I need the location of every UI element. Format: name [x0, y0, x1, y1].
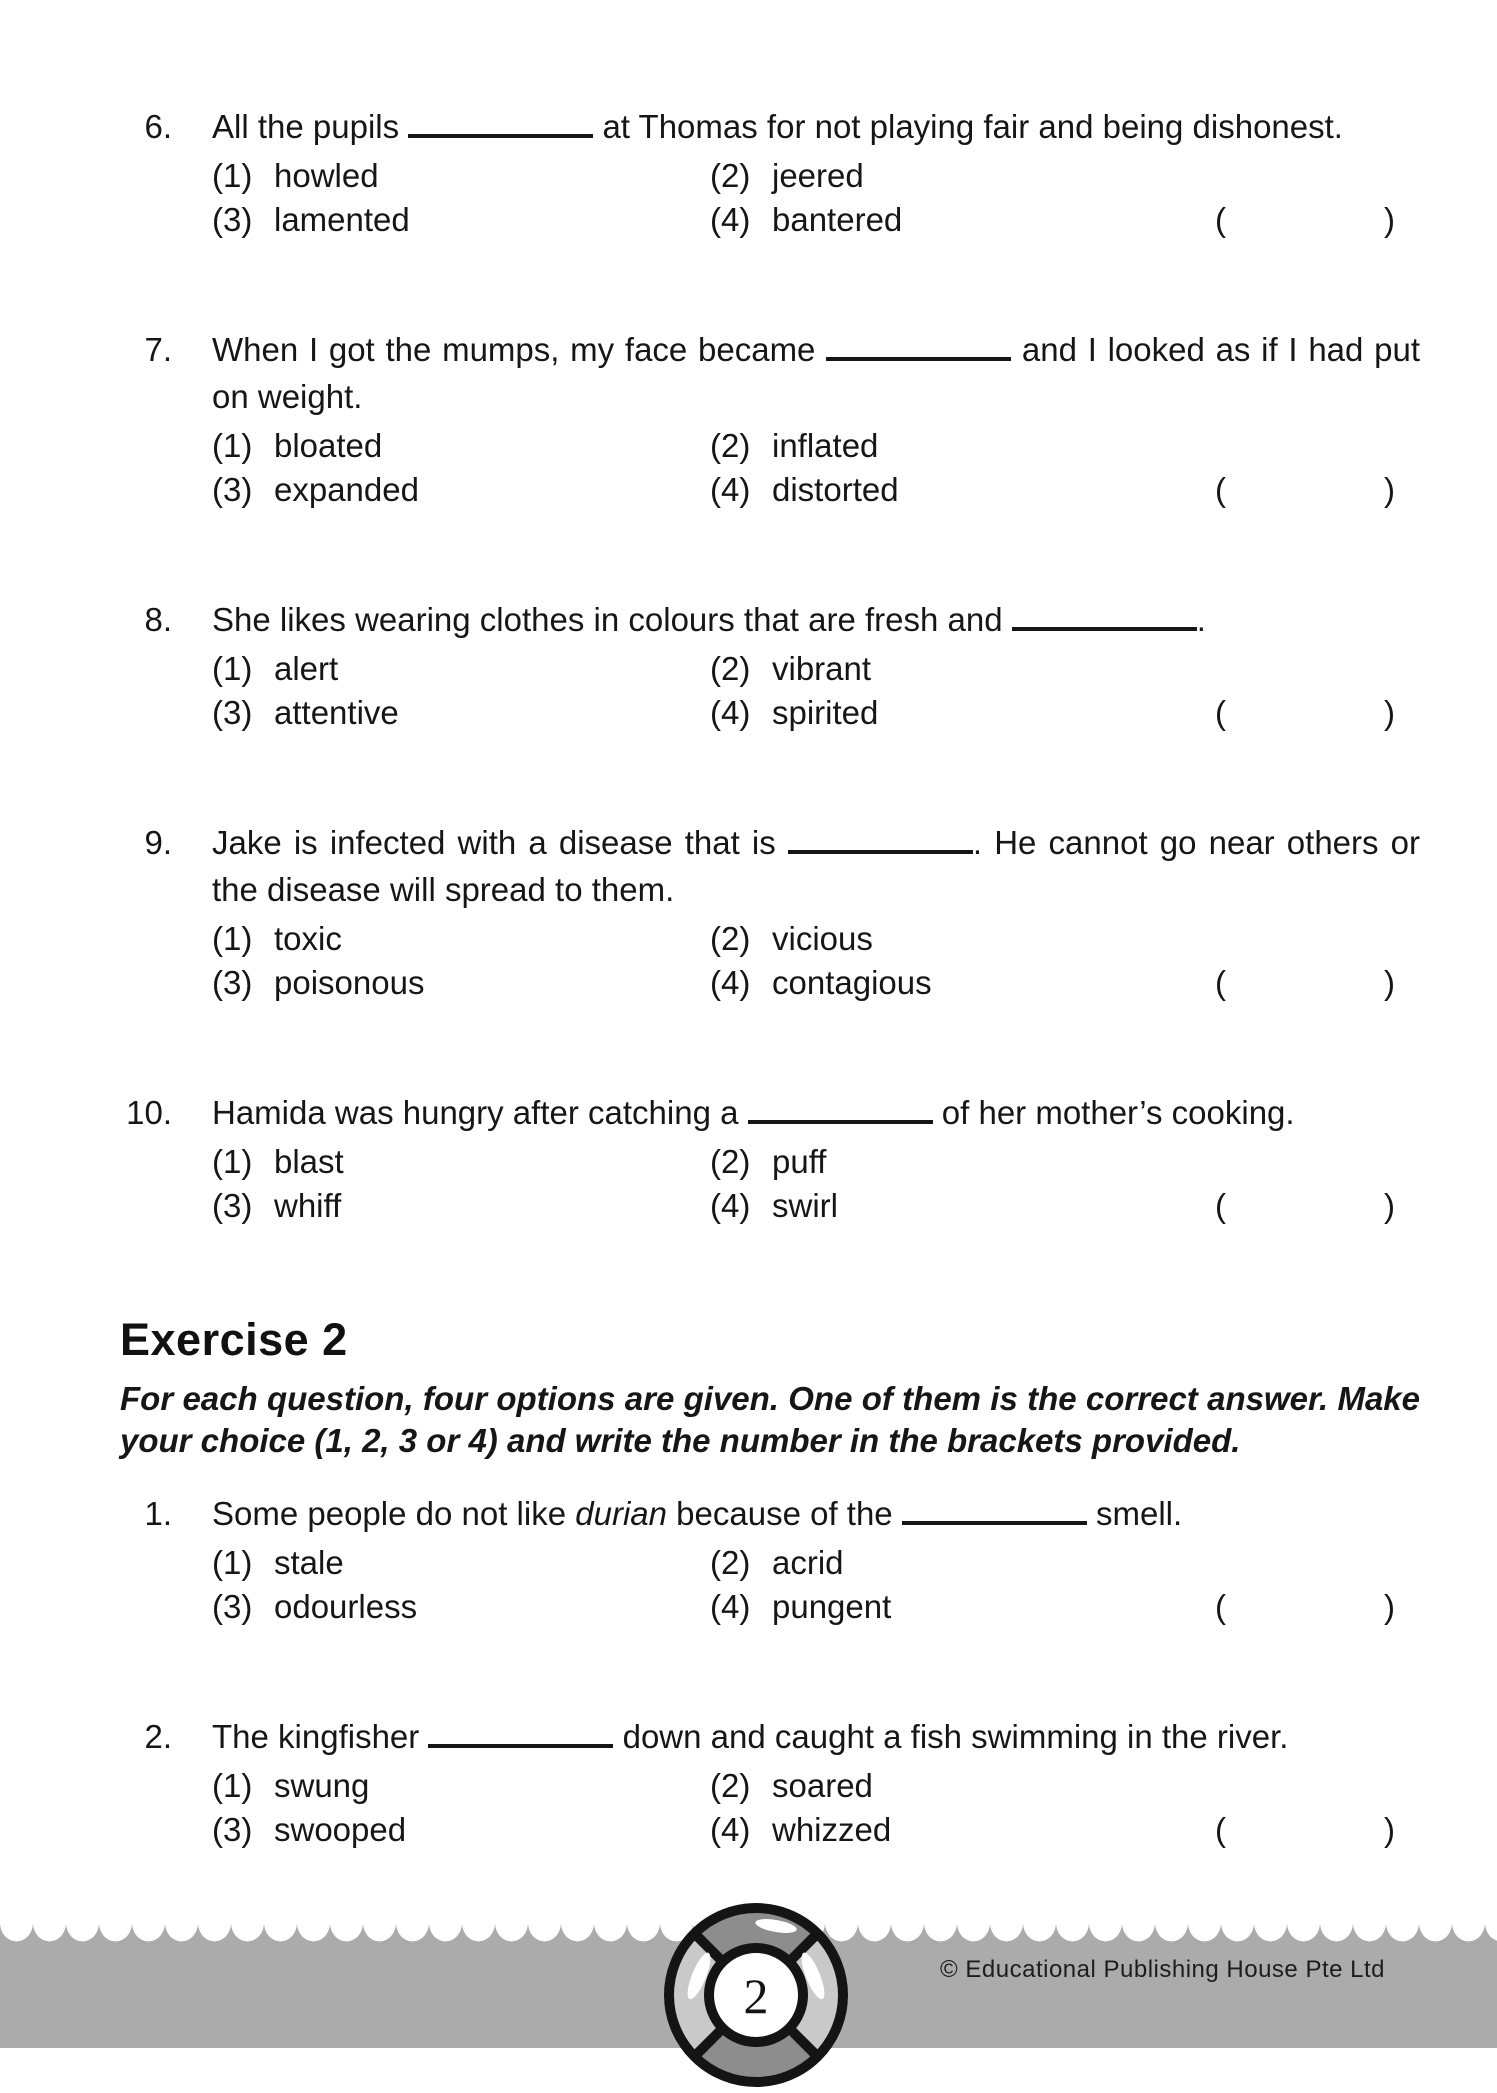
- option-word: poisonous: [274, 964, 425, 1001]
- answer-bracket-close: ): [1384, 694, 1395, 731]
- options: [212, 1764, 1420, 1852]
- option-number: (2): [710, 1143, 751, 1180]
- option-row: [212, 647, 1420, 691]
- answer-bracket-open: (: [1215, 1588, 1226, 1625]
- question: [95, 326, 1420, 512]
- option-number: (3): [212, 471, 253, 508]
- answer-bracket-open: (: [1215, 471, 1226, 508]
- exercise1-question-list: [95, 103, 1420, 1228]
- answer-blank: [1012, 609, 1197, 631]
- option-word: spirited: [772, 694, 879, 731]
- question-text: [212, 819, 1420, 913]
- answer-bracket-open: (: [1215, 201, 1226, 238]
- option-word: swung: [274, 1767, 370, 1804]
- option-word: odourless: [274, 1588, 418, 1625]
- option-row: [212, 961, 1420, 1005]
- option-number: (4): [710, 1811, 751, 1848]
- option-word: expanded: [274, 471, 419, 508]
- option-number: (2): [710, 157, 751, 194]
- option-row: [212, 154, 1420, 198]
- option-number: (1): [212, 920, 253, 957]
- question: [95, 1490, 1420, 1629]
- question-number: 1.: [144, 1495, 172, 1532]
- answer-bracket-close: ): [1384, 471, 1395, 508]
- option-number: (3): [212, 201, 253, 238]
- option-number: (1): [212, 650, 253, 687]
- option-row: [212, 1541, 1420, 1585]
- option-word: distorted: [772, 471, 899, 508]
- option-number: (4): [710, 1187, 751, 1224]
- question-text: [212, 1490, 1420, 1537]
- option-row: [212, 468, 1420, 512]
- option-number: (2): [710, 427, 751, 464]
- option-word: stale: [274, 1544, 344, 1581]
- question: [95, 596, 1420, 735]
- question-text-segment: durian: [575, 1495, 667, 1532]
- question-number: 2.: [144, 1718, 172, 1755]
- option-word: blast: [274, 1143, 344, 1180]
- question-text: [212, 326, 1420, 420]
- exercise2-heading: Exercise 2: [120, 1314, 348, 1365]
- answer-bracket-close: ): [1384, 1187, 1395, 1224]
- question: [95, 1089, 1420, 1228]
- question-text-segment: Jake is infected with a disease that is: [212, 824, 788, 861]
- answer-bracket-close: ): [1384, 1588, 1395, 1625]
- answer-bracket-close: ): [1384, 1811, 1395, 1848]
- option-word: soared: [772, 1767, 873, 1804]
- option-word: whizzed: [772, 1811, 892, 1848]
- option-word: acrid: [772, 1544, 844, 1581]
- option-word: contagious: [772, 964, 932, 1001]
- question-body: [212, 1490, 1420, 1629]
- page-number: 2: [743, 1968, 769, 2024]
- option-number: (4): [710, 1588, 751, 1625]
- question-text-segment: Hamida was hungry after catching a: [212, 1094, 748, 1131]
- answer-brackets: [1215, 1585, 1395, 1629]
- option-word: alert: [274, 650, 339, 687]
- answer-bracket-open: (: [1215, 694, 1226, 731]
- option-number: (1): [212, 427, 253, 464]
- option-number: (1): [212, 1767, 253, 1804]
- option-number: (3): [212, 1811, 253, 1848]
- question-text-segment: . He cannot go near others or the disease will spread to them.: [212, 824, 1420, 908]
- answer-bracket-open: (: [1215, 1187, 1226, 1224]
- question-number: 7.: [144, 331, 172, 368]
- answer-bracket-open: (: [1215, 1811, 1226, 1848]
- option-number: (2): [710, 1767, 751, 1804]
- question-text-segment: down and caught a fish swimming in the river.: [613, 1718, 1289, 1755]
- question: [95, 103, 1420, 242]
- option-word: howled: [274, 157, 379, 194]
- option-row: [212, 424, 1420, 468]
- question-text-segment: When I got the mumps, my face became: [212, 331, 827, 368]
- option-row: [212, 1140, 1420, 1184]
- option-row: [212, 691, 1420, 735]
- question-text-segment: at Thomas for not playing fair and being dishonest.: [593, 108, 1343, 145]
- answer-blank: [788, 832, 973, 854]
- option-word: lamented: [274, 201, 410, 238]
- question-body: [212, 1089, 1420, 1228]
- option-number: (3): [212, 1187, 253, 1224]
- question: [95, 819, 1420, 1005]
- question-text-segment: and I looked as if I had put on weight.: [212, 331, 1420, 415]
- question-body: [212, 1713, 1420, 1852]
- answer-brackets: [1215, 468, 1395, 512]
- answer-bracket-close: ): [1384, 201, 1395, 238]
- question-body: [212, 596, 1420, 735]
- option-word: bantered: [772, 201, 903, 238]
- question: [95, 1713, 1420, 1852]
- option-row: [212, 198, 1420, 242]
- question-body: [212, 103, 1420, 242]
- option-number: (4): [710, 201, 751, 238]
- answer-blank: [428, 1726, 613, 1748]
- question-body: [212, 326, 1420, 512]
- question-text: [212, 596, 1420, 643]
- question-text-segment: smell.: [1086, 1495, 1183, 1532]
- option-word: bloated: [274, 427, 383, 464]
- options: [212, 154, 1420, 242]
- option-word: pungent: [772, 1588, 892, 1625]
- option-number: (3): [212, 694, 253, 731]
- exercise2-question-list: [95, 1490, 1420, 1852]
- answer-blank: [826, 339, 1011, 361]
- question-number: 6.: [144, 108, 172, 145]
- question-text-segment: The kingfisher: [212, 1718, 429, 1755]
- option-number: (1): [212, 1143, 253, 1180]
- copyright-text: © Educational Publishing House Pte Ltd: [940, 1956, 1385, 1983]
- option-word: swooped: [274, 1811, 407, 1848]
- question-number: 9.: [144, 824, 172, 861]
- option-number: (2): [710, 650, 751, 687]
- answer-bracket-open: (: [1215, 964, 1226, 1001]
- option-row: [212, 1808, 1420, 1852]
- option-number: (2): [710, 920, 751, 957]
- lifebuoy-svg: [663, 1902, 849, 2088]
- question-text-segment: All the pupils: [212, 108, 409, 145]
- option-number: (4): [710, 964, 751, 1001]
- option-word: toxic: [274, 920, 342, 957]
- question-number: 10.: [126, 1094, 172, 1131]
- question-text-segment: because of the: [666, 1495, 902, 1532]
- worksheet-content: [95, 103, 1420, 1936]
- question-text-segment: of her mother’s cooking.: [932, 1094, 1295, 1131]
- option-word: attentive: [274, 694, 399, 731]
- question-number: 8.: [144, 601, 172, 638]
- options: [212, 1541, 1420, 1629]
- option-word: puff: [772, 1143, 827, 1180]
- option-number: (4): [710, 694, 751, 731]
- option-number: (3): [212, 964, 253, 1001]
- option-word: inflated: [772, 427, 879, 464]
- question-text-segment: Some people do not like: [212, 1495, 576, 1532]
- question-text-segment: She likes wearing clothes in colours that are fresh and: [212, 601, 1012, 638]
- answer-bracket-close: ): [1384, 964, 1395, 1001]
- answer-brackets: [1215, 198, 1395, 242]
- option-word: swirl: [772, 1187, 838, 1224]
- option-number: (3): [212, 1588, 253, 1625]
- options: [212, 424, 1420, 512]
- question-text: [212, 1713, 1420, 1760]
- answer-brackets: [1215, 961, 1395, 1005]
- option-row: [212, 1184, 1420, 1228]
- option-word: whiff: [274, 1187, 342, 1224]
- option-number: (4): [710, 471, 751, 508]
- options: [212, 647, 1420, 735]
- answer-brackets: [1215, 1184, 1395, 1228]
- answer-blank: [902, 1503, 1087, 1525]
- answer-brackets: [1215, 1808, 1395, 1852]
- option-number: (1): [212, 157, 253, 194]
- lifebuoy-icon: [663, 1902, 849, 2088]
- options: [212, 1140, 1420, 1228]
- option-row: [212, 1585, 1420, 1629]
- answer-blank: [408, 116, 593, 138]
- answer-blank: [748, 1102, 933, 1124]
- options: [212, 917, 1420, 1005]
- option-word: vicious: [772, 920, 873, 957]
- option-row: [212, 917, 1420, 961]
- option-word: jeered: [772, 157, 864, 194]
- exercise2-instructions: For each question, four options are given. One of them is the correct answer. Make your choice (1, 2, 3 or 4) and write the number in the brackets provided.: [120, 1380, 1420, 1459]
- option-number: (2): [710, 1544, 751, 1581]
- option-number: (1): [212, 1544, 253, 1581]
- option-row: [212, 1764, 1420, 1808]
- option-word: vibrant: [772, 650, 872, 687]
- question-text-segment: .: [1196, 601, 1206, 638]
- question-body: [212, 819, 1420, 1005]
- question-text: [212, 1089, 1420, 1136]
- answer-brackets: [1215, 691, 1395, 735]
- question-text: [212, 103, 1420, 150]
